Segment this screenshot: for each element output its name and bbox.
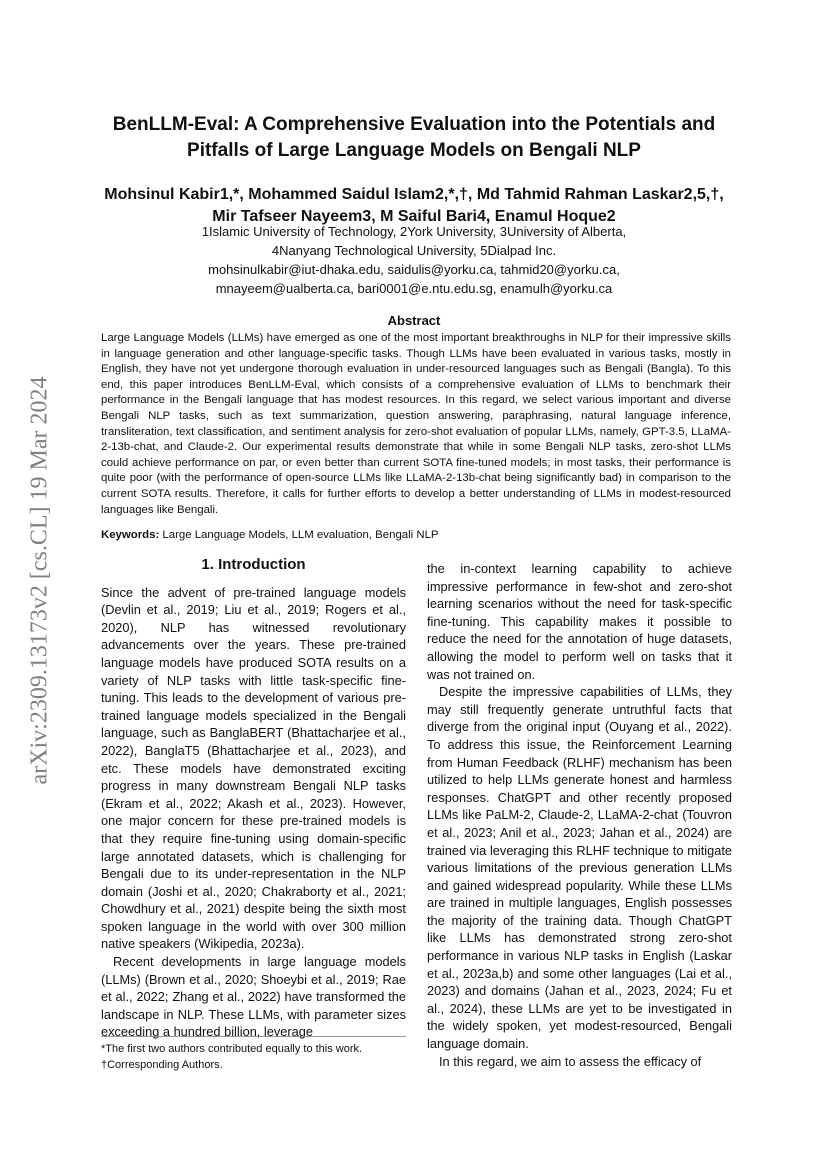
footnote-equal-contribution: *The first two authors contributed equally to this work. [101, 1043, 363, 1055]
paper-title: BenLLM-Eval: A Comprehensive Evaluation into the Potentials and Pitfalls of Large Language Models on Bengali NLP [112, 114, 716, 161]
intro-paragraph-2: Recent developments in large language models (LLMs) (Brown et al., 2020; Shoeybi et al., 2019; Rae et al., 2022; Zhang et al., 2022) have transformed the landscape in NLP. These LLMs, with parameter sizes exceeding a hundred billion, leverage [101, 954, 406, 1040]
section-heading-introduction: 1. Introduction [201, 556, 306, 573]
arxiv-identifier: arXiv:2309.13173v2 [cs.CL] 19 Mar 2024 [26, 376, 53, 784]
email-line-2: mnayeem@ualberta.ca, bari0001@e.ntu.edu.sg, enamulh@yorku.ca [215, 281, 613, 296]
intro-paragraph-1: Since the advent of pre-trained language models (Devlin et al., 2019; Liu et al., 2019; Rogers et al., 2020), NLP has witnessed revolutionary advancements over the years. These pre-trained language models have produced SOTA results on a variety of NLP tasks with little task-specific fine-tuning. This leads to the development of various pre-trained language models specialized in the Bengali language, such as BanglaBERT (Bhattacharjee et al., 2022), BanglaT5 (Bhattacharjee et al., 2023), and etc. These models have demonstrated exciting progress in many downstream Bengali NLP tasks (Ekram et al., 2022; Akash et al., 2023). However, one major concern for these pre-trained models is that they require fine-tuning using domain-specific large annotated datasets, which is challenging for Bengali due to its under-representation in the NLP domain (Joshi et al., 2020; Chakraborty et al., 2021; Chowdhury et al., 2021) despite being the sixth most spoken language in the world with over 300 million native speakers (Wikipedia, 2023a). [101, 584, 406, 952]
intro-paragraph-5: In this regard, we aim to assess the efficacy of [439, 1053, 702, 1069]
abstract-text: Large Language Models (LLMs) have emerged as one of the most important breakthroughs in NLP for their impressive skills in language generation and other language-specific tasks. Though LLMs have been evaluated in various tasks, mostly in English, they have not yet undergone thorough evaluation in under-resourced languages such as Bengali (Bangla). To this end, this paper introduces BenLLM-Eval, which consists of a comprehensive evaluation of LLMs to benchmark their performance in the Bengali language that has modest resources. In this regard, we select various important and diverse Bengali NLP tasks, such as text summarization, question answering, paraphrasing, natural language inference, transliteration, text classification, and sentiment analysis for zero-shot evaluation of popular LLMs, namely, GPT-3.5, LLaMA-2-13b-chat, and Claude-2. Our experimental results demonstrate that while in some Bengali NLP tasks, zero-shot LLMs could achieve performance on par, or even better than current SOTA fine-tuned models; in most tasks, their performance is quite poor (with the performance of open-source LLMs like LLaMA-2-13b-chat being significantly bad) in comparison to the current SOTA results. Therefore, it calls for further efforts to develop a better understanding of LLMs in modest-resourced languages like Bengali. [101, 332, 731, 516]
email-line-1: mohsinulkabir@iut-dhaka.edu, saidulis@yorku.ca, tahmid20@yorku.ca, [208, 262, 620, 277]
author-line-1: Mohsinul Kabir1,*, Mohammed Saidul Islam2,*,†, Md Tahmid Rahman Laskar2,5,†, [104, 186, 724, 203]
footnotes [101, 1036, 406, 1073]
affiliation-line-1: 1Islamic University of Technology, 2York University, 3University of Alberta, [201, 224, 627, 239]
intro-paragraph-4: Despite the impressive capabilities of LLMs, they may still frequently generate untruthful facts that diverge from the original input (Ouyang et al., 2022). To address this issue, the Reinforcement Learning from Human Feedback (RLHF) mechanism has been utilized to help LLMs generate honest and harmless responses. ChatGPT and other recently proposed LLMs like PaLM-2, Claude-2, LLaMA-2-chat (Touvron et al., 2023; Anil et al., 2023; Jahan et al., 2024) are trained via leveraging this RLHF technique to mitigate various limitations of the previous generation LLMs and gained widespread popularity. While these LLMs are trained in multiple languages, English possesses the majority of the training data. Though ChatGPT like LLMs has demonstrated strong zero-shot performance in various NLP tasks in English (Laskar et al., 2023a,b) and some other languages (Lai et al., 2023) and domains (Jahan et al., 2023, 2024; Fu et al., 2024), these LLMs are yet to be investigated in the widely spoken, yet modest-resourced, Bengali language domain. [427, 684, 732, 1052]
right-column [427, 560, 732, 1070]
footnote-corresponding: †Corresponding Authors. [101, 1059, 223, 1071]
affiliations [80, 222, 748, 298]
affiliation-line-2: 4Nanyang Technological University, 5Dialpad Inc. [271, 243, 557, 258]
abstract-heading: Abstract [387, 313, 441, 328]
keywords [101, 529, 731, 541]
keywords-label: Keywords: [101, 529, 160, 541]
keywords-text: Large Language Models, LLM evaluation, Bengali NLP [162, 529, 439, 541]
left-column [101, 556, 406, 1041]
arxiv-sidebar-stamp [20, 300, 60, 860]
intro-paragraph-3: the in-context learning capability to achieve impressive performance in few-shot and zero-shot learning scenarios without the need for task-specific fine-tuning. This capability makes it possible to reduce the need for the annotation of huge datasets, allowing the model to perform well on tasks that it was not trained on. [427, 561, 732, 682]
author-line-2: Mir Tafseer Nayeem3, M Saiful Bari4, Enamul Hoque2 [212, 208, 616, 225]
